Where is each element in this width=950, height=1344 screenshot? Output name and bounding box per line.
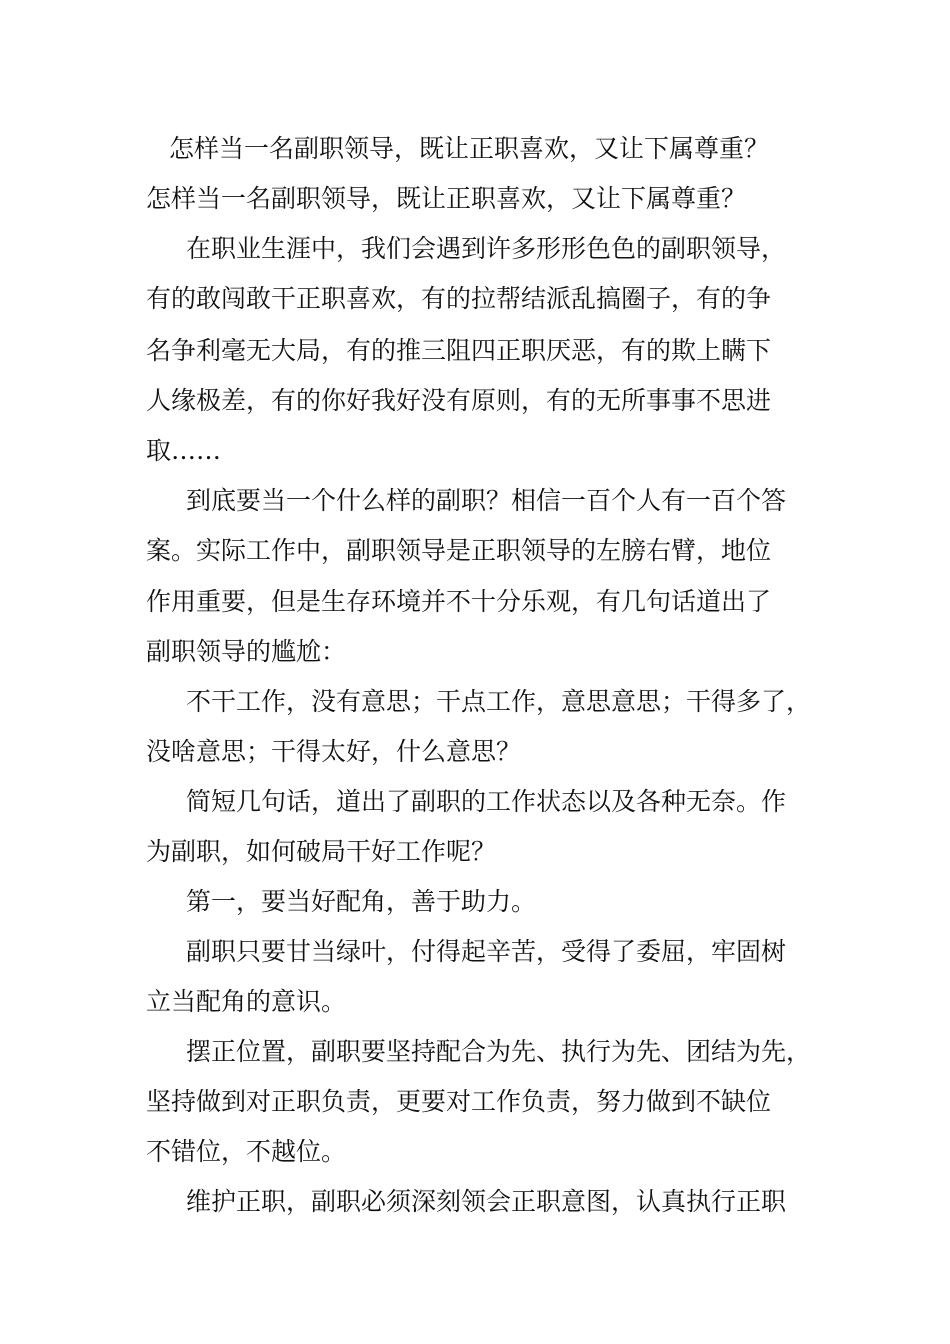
text-line: 人缘极差，有的你好我好没有原则，有的无所事事不思进: [146, 386, 772, 415]
text-line: 取……: [146, 436, 222, 465]
text-line: 名争利毫无大局，有的推三阻四正职厌恶，有的欺上瞒下: [146, 336, 772, 365]
text-line: 维护正职，副职必须深刻领会正职意图，认真执行正职: [186, 1187, 787, 1216]
text-line: 摆正位置，副职要坚持配合为先、执行为先、团结为先，: [186, 1037, 812, 1066]
text-line: 不错位，不越位。: [146, 1137, 347, 1166]
section-heading: 第一，要当好配角，善于助力。: [186, 887, 537, 916]
text-line: 副职只要甘当绿叶，付得起辛苦，受得了委屈，牢固树: [186, 937, 787, 966]
text-line: 在职业生涯中，我们会遇到许多形形色色的副职领导，: [186, 234, 787, 263]
text-line: 案。实际工作中，副职领导是正职领导的左膀右臂，地位: [146, 536, 772, 565]
text-line: 简短几句话，道出了副职的工作状态以及各种无奈。作: [186, 787, 787, 816]
text-line: 有的敢闯敢干正职喜欢，有的拉帮结派乱搞圈子，有的争: [146, 284, 772, 313]
text-line: 坚持做到对正职负责，更要对工作负责，努力做到不缺位: [146, 1087, 772, 1116]
text-line: 作用重要，但是生存环境并不十分乐观，有几句话道出了: [146, 587, 772, 616]
text-line: 到底要当一个什么样的副职？相信一百个人有一百个答: [186, 486, 787, 515]
text-line: 不干工作，没有意思；干点工作，意思意思；干得多了，: [186, 687, 812, 716]
text-line: 立当配角的意识。: [146, 987, 347, 1016]
text-line: 为副职，如何破局干好工作呢？: [146, 837, 497, 866]
document-title: 怎样当一名副职领导，既让正职喜欢，又让下属尊重？: [169, 134, 770, 163]
document-subtitle: 怎样当一名副职领导，既让正职喜欢，又让下属尊重？: [146, 184, 747, 213]
text-line: 副职领导的尴尬：: [146, 637, 347, 666]
text-line: 没啥意思；干得太好，什么意思？: [146, 737, 522, 766]
